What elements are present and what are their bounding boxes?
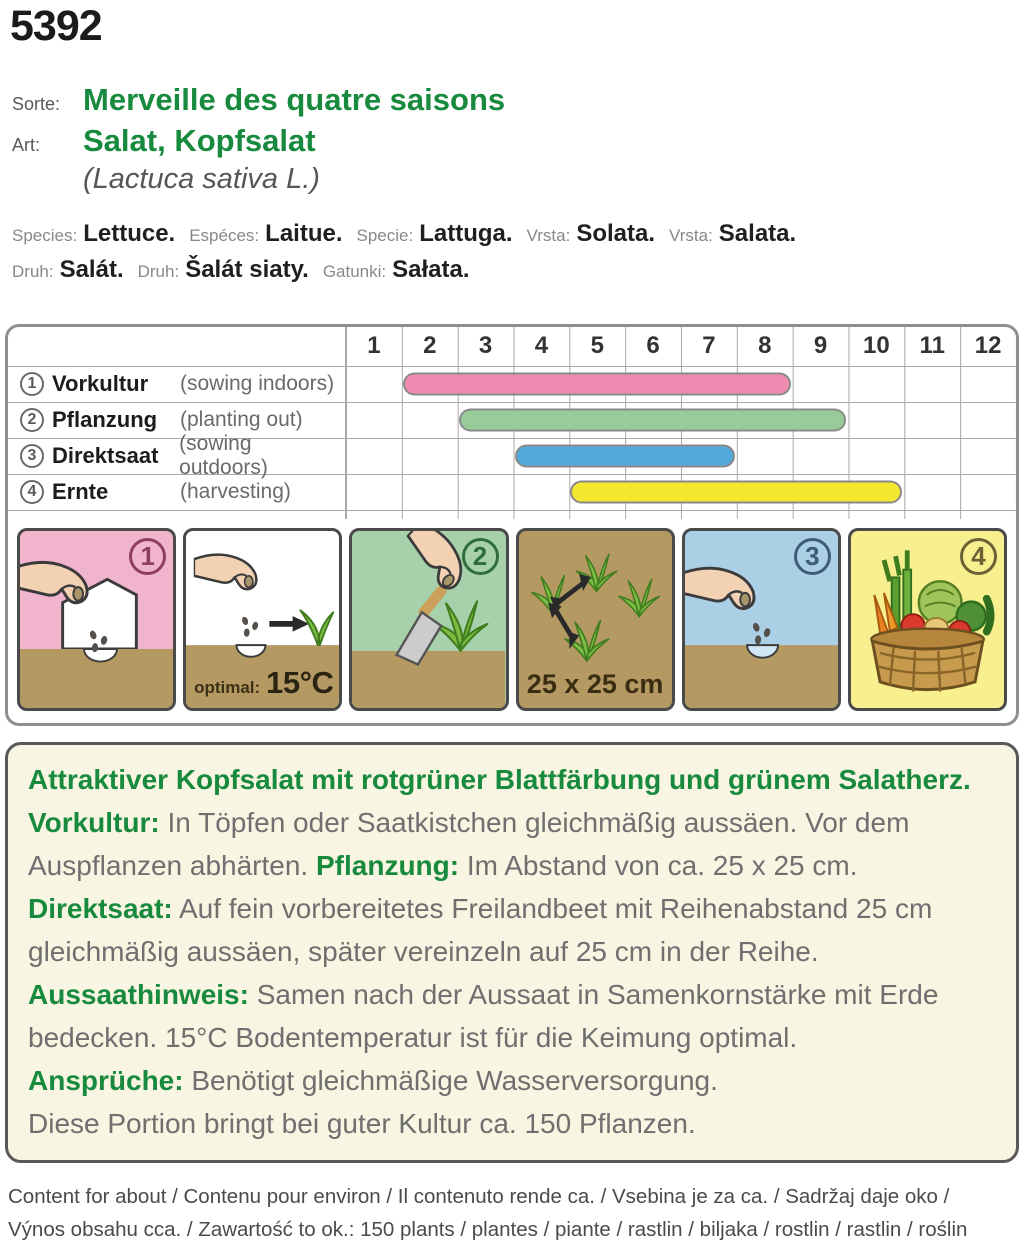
variety-label: Sorte: [12,94,61,114]
optimal-value: 15°C [266,664,334,700]
row-note: (harvesting) [180,480,291,503]
translation-value: Salata. [718,219,797,247]
translation-label: Species: [12,225,78,245]
optimal-temp-text [190,665,337,701]
translation-value: Sałata. [392,255,470,283]
calendar-row-direktsaat [8,432,1016,479]
translation-value: Šalát siaty. [185,255,309,283]
row-label-group [8,475,346,510]
panel-planting-out [349,528,508,711]
translation-value: Laitue. [265,219,343,247]
translation-value: Lettuce. [83,219,176,247]
translation-label: Druh: [12,261,54,281]
month-number: 1 [367,332,381,359]
content-footer [8,1181,1024,1246]
month-number: 2 [423,332,437,359]
month-cells [346,403,1016,438]
species-row [12,122,1024,161]
circled-number: 3 [20,444,44,468]
description-headline: Attraktiver Kopfsalat mit rotgrüner Blattfärbung und grünem Salatherz. [28,763,971,795]
calendar-row-ernte [8,475,1016,511]
footer-line-1: Content for about / Contenu pour environ / Il contenuto rende ca. / Vsebina je za ca. / Sadržaj daje oko / [8,1185,950,1209]
month-number: 10 [863,332,890,359]
row-note: (planting out) [180,408,303,431]
species-translations-line1 [12,220,1024,248]
body-text: Benötigt gleichmäßige Wasserversorgung. [183,1065,718,1097]
translation-value: Solata. [576,219,656,247]
month-number: 7 [702,332,716,359]
month-number: 4 [534,332,549,359]
calendar-bottom-strip [8,511,1016,519]
calendar-row-vorkultur [8,367,1016,403]
body-text: Diese Portion bringt bei guter Kultur ca. 150 Pflanzen. [28,1108,696,1140]
latin-name: (Lactuca sativa L.) [83,162,320,195]
panel-sowing-outdoors [682,528,841,711]
paragraph-aussaathinweis [28,973,992,1059]
body-text: In Töpfen oder Saatkistchen gleichmäßig aussäen. Vor dem Auspflanzen abhärten. [28,806,910,881]
translation-value: Lattuga. [419,219,513,247]
paragraph-yield [28,1102,992,1145]
optimal-label: optimal: [194,677,261,697]
footer-line-2: Výnos obsahu cca. / Zawartość to ok.: 150 plants / plantes / piante / rastlin / biljaka / rostlin / rastlin / roślin [8,1217,968,1241]
row-note: (sowing indoors) [180,372,335,395]
season-bar-vorkultur [403,373,791,396]
paragraph-direktsaat [28,887,992,973]
variety-row [12,81,1024,120]
season-bar-pflanzung [459,409,847,432]
paragraph-ansprueche [28,1059,992,1102]
strip-cells [346,511,1016,519]
translation-label: Vrsta: [669,225,713,245]
circled-number: 1 [20,372,44,396]
inline-heading: Ansprüche: [28,1065,184,1097]
month-number: 11 [919,332,945,359]
cultivation-calendar [5,324,1019,726]
translation-value: Salát. [59,255,124,283]
month-cells [346,367,1016,402]
month-number: 5 [590,332,604,359]
translation-label: Vrsta: [526,225,571,245]
pictogram-row [8,519,1016,723]
species-translations-line2 [12,256,1024,284]
month-cells [346,439,1016,474]
inline-heading: Vorkultur: [28,806,160,838]
circled-number: 2 [20,408,44,432]
row-label: Vorkultur [52,371,149,396]
species-label: Art: [12,134,41,155]
month-number: 9 [813,332,828,359]
row-label-group [8,432,346,479]
body-text: Im Abstand von ca. 25 x 25 cm. [459,849,858,881]
translation-label: Druh: [137,261,180,281]
month-number: 12 [974,332,1002,359]
month-number: 6 [646,332,660,359]
calendar-header-spacer [8,327,346,366]
panel-number-badge: 2 [462,538,499,575]
translation-label: Gatunki: [322,261,387,281]
strip-spacer [8,511,346,519]
row-label: Ernte [52,479,109,504]
month-number: 8 [758,332,772,359]
panel-harvest-basket [848,528,1007,711]
panel-optimal-temperature [183,528,342,711]
translation-label: Specie: [356,225,414,245]
row-label: Pflanzung [52,407,158,432]
inline-heading: Aussaathinweis: [28,979,249,1011]
body-text: Auf fein vorbereitetes Freilandbeet mit Reihenabstand 25 cm gleichmäßig aussäen, später vereinzeln auf 25 cm in der Reihe. [28,892,933,967]
row-label-group [8,367,346,402]
inline-heading: Pflanzung: [315,849,460,881]
panel-number-badge: 4 [960,538,997,575]
panel-plant-spacing [516,528,675,711]
panel-number-badge: 3 [794,538,831,575]
season-bar-direktsaat [515,445,735,468]
calendar-month-header [8,327,1016,367]
panel-number-badge: 1 [129,538,166,575]
row-label: Direktsaat [52,443,159,468]
product-number: 5392 [10,2,102,50]
calendar-row-pflanzung [8,403,1016,439]
circled-number: 4 [20,480,44,504]
species-name: Salat, Kopfsalat [83,122,316,158]
translation-label: Espéces: [189,225,260,245]
description-box [5,742,1019,1164]
month-number: 3 [478,332,493,359]
paragraph-vorkultur [28,801,992,887]
inline-heading: Direktsaat: [28,892,173,924]
season-bar-ernte [570,481,902,504]
month-cells [346,475,1016,510]
spacing-text: 25 x 25 cm [526,668,664,699]
month-numbers [346,327,1016,366]
panel-sowing-indoors [17,528,176,711]
body-text: Samen nach der Aussaat in Samenkornstärke mit Erde bedecken. 15°C Bodentemperatur ist für die Keimung optimal. [28,979,939,1054]
row-note: (sowing outdoors) [179,432,268,479]
variety-name: Merveille des quatre saisons [83,82,506,117]
